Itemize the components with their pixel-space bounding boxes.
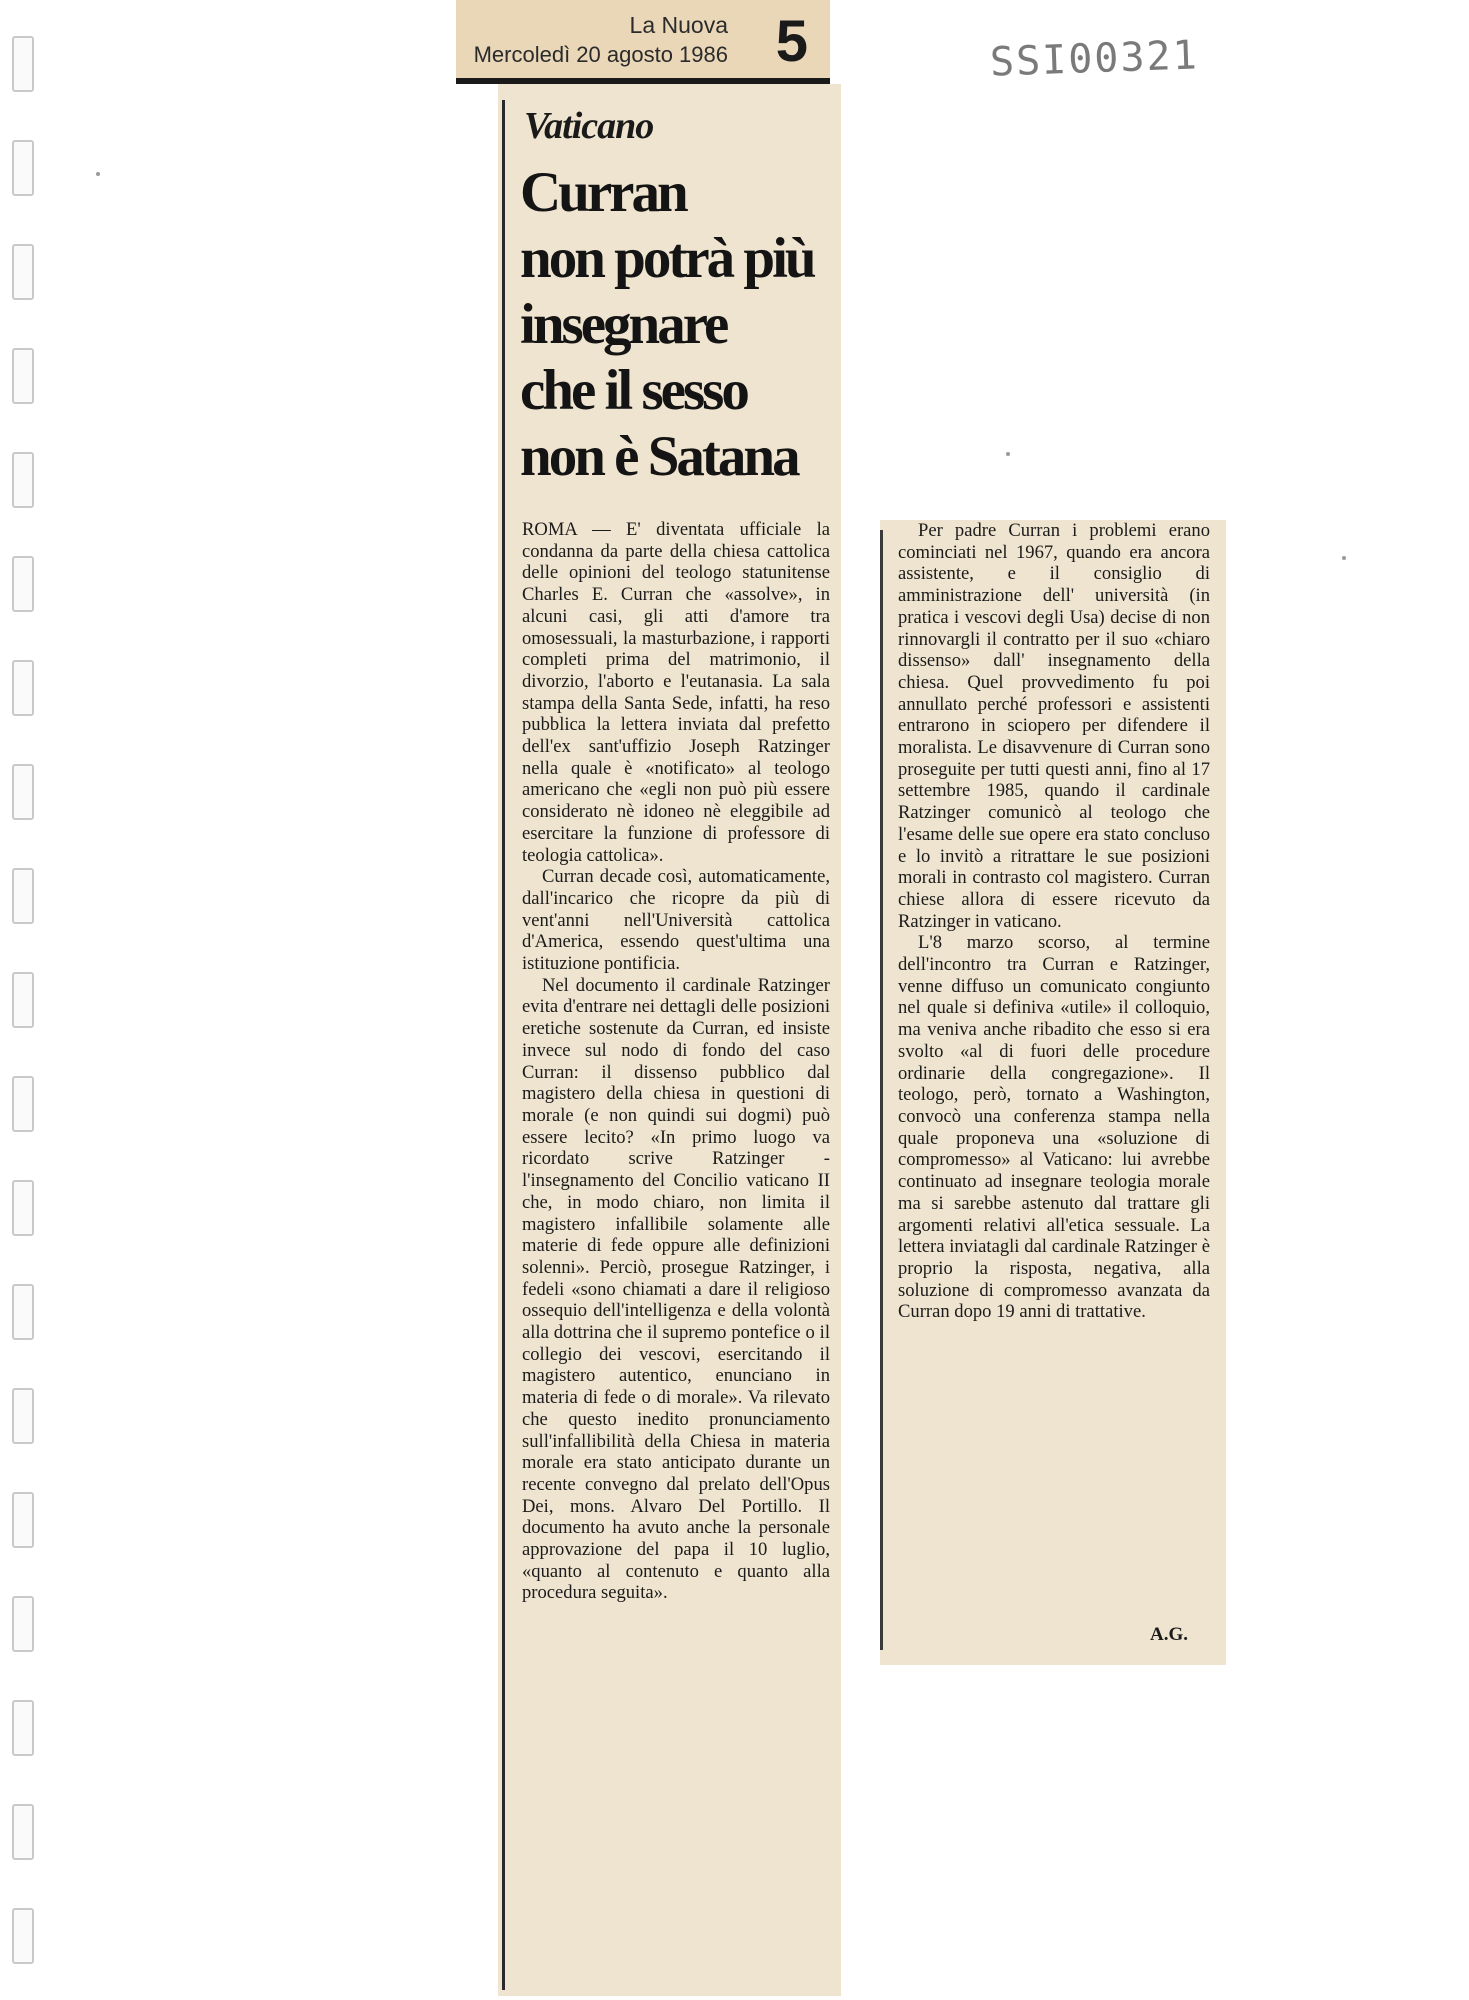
binder-hole	[12, 36, 34, 92]
binder-hole	[12, 972, 34, 1028]
binder-hole	[12, 1388, 34, 1444]
binder-hole	[12, 660, 34, 716]
binder-hole	[12, 1284, 34, 1340]
article-paragraph: L'8 marzo scorso, al termine dell'incontro tra Curran e Ratzinger, venne diffuso un comunicato congiunto nel quale si definiva «utile» il colloquio, ma veniva anche ribadito che esso si era svolto «al di fuori delle procedure ordinarie della congregazione». Il teologo, però, tornato a Washington, convocò una conferenza stampa nella quale proponeva una «soluzione di compromesso» al Vaticano: lui avrebbe continuato ad insegnare teologia morale ma si sarebbe astenuto dal trattare gli argomenti relativi all'etica sessuale. La lettera inviatagli dal cardinale Ratzinger è proprio la risposta, negativa, alla soluzione di compromesso avanzata da Curran dopo 19 anni di trattative.	[898, 932, 1210, 1323]
binder-hole	[12, 348, 34, 404]
article-paragraph: Per padre Curran i problemi erano cominciati nel 1967, quando era ancora assistente, e il consiglio di amministrazione dell' università (in pratica i vescovi degli Usa) decise di non rinnovargli il contratto per il suo «chiaro dissenso» dall' insegnamento della chiesa. Quel provvedimento fu poi annullato perché professori e assistenti entrarono in sciopero per difendere il moralista. Le disavvenure di Curran sono proseguite per tutti questi anni, fino al 17 settembre 1985, quando il cardinale Ratzinger comunicò al teologo che l'esame delle sue opere era stato concluso e lo invitò a ritrattare le sue posizioni morali in contrasto col magistero. Curran chiese allora di essere ricevuto da Ratzinger in vaticano.	[898, 520, 1210, 932]
binder-margin	[10, 0, 40, 2000]
headline-line: che il sesso	[520, 359, 747, 422]
author-signature: A.G.	[1150, 1624, 1188, 1645]
binder-hole	[12, 1076, 34, 1132]
paper-speck	[1006, 452, 1010, 456]
binder-hole	[12, 1596, 34, 1652]
headline-line: Curran	[520, 161, 686, 224]
binder-hole	[12, 140, 34, 196]
binder-hole	[12, 452, 34, 508]
binder-hole	[12, 1804, 34, 1860]
headline-line: insegnare	[520, 293, 727, 356]
article-body-right	[898, 520, 1210, 1323]
archive-code: SSI00321	[989, 32, 1200, 86]
binder-hole	[12, 1700, 34, 1756]
column-rule	[880, 530, 883, 1650]
article-body-left	[522, 519, 830, 1604]
headline-line: non potrà più	[520, 227, 814, 290]
binder-hole	[12, 556, 34, 612]
article-kicker: Vaticano	[524, 105, 654, 147]
column-rule	[502, 100, 505, 1990]
newspaper-name: La Nuova	[629, 12, 728, 38]
publication-date: Mercoledì 20 agosto 1986	[473, 42, 728, 67]
newspaper-masthead	[456, 0, 830, 84]
article-paragraph: ROMA — E' diventata ufficiale la condanna da parte della chiesa cattolica delle opinioni del teologo statunitense Charles E. Curran che «assolve», in alcuni casi, gli atti d'amore tra omosessuali, la masturbazione, i rapporti completi prima del matrimonio, il divorzio, l'aborto e l'eutanasia. La sala stampa della Santa Sede, infatti, ha reso pubblica la lettera inviata dal prefetto dell'ex sant'uffizio Joseph Ratzinger nella quale è «notificato» al teologo americano che «egli non può più essere considerato nè idoneo nè eleggibile ad esercitare la funzione di professore di teologia cattolica».	[522, 519, 830, 866]
binder-hole	[12, 1180, 34, 1236]
article-headline	[520, 160, 840, 490]
paper-speck	[96, 172, 100, 176]
binder-hole	[12, 1492, 34, 1548]
binder-hole	[12, 1908, 34, 1964]
binder-hole	[12, 868, 34, 924]
binder-hole	[12, 244, 34, 300]
headline-line: non è Satana	[520, 425, 798, 488]
article-paragraph: Nel documento il cardinale Ratzinger evita d'entrare nei dettagli delle posizioni eretiche sostenute da Curran, ed insiste invece sul nodo di fondo del caso Curran: il dissenso pubblico dal magistero della chiesa in questioni di morale (e non quindi sui dogmi) può essere lecito? «In primo luogo va ricordato scrive Ratzinger - l'insegnamento del Concilio vaticano II che, in modo chiaro, non limita il magistero infallibile solamente alle materie di fede oppure alle definizioni solenni». Perciò, prosegue Ratzinger, i fedeli «sono chiamati a dare il religioso ossequio dell'intelligenza e della volontà alla dottrina che il supremo pontefice o il collegio dei vescovi, esercitando il magistero autentico, enunciano in materia di fede o di morale». Va rilevato che questo inedito pronunciamento sull'infallibilità della Chiesa in materia morale era stato anticipato durante un recente convegno dal prelato dell'Opus Dei, mons. Alvaro Del Portillo. Il documento ha avuto anche la personale approvazione del papa il 10 luglio, «quanto al contenuto e quanto alla procedura seguita».	[522, 974, 830, 1604]
binder-hole	[12, 764, 34, 820]
article-paragraph: Curran decade così, automaticamente, dall'incarico che ricopre da più di vent'anni nell'Università cattolica d'America, essendo quest'ultima una istituzione pontificia.	[522, 866, 830, 975]
paper-speck	[1342, 556, 1346, 560]
page-number: 5	[775, 9, 808, 74]
